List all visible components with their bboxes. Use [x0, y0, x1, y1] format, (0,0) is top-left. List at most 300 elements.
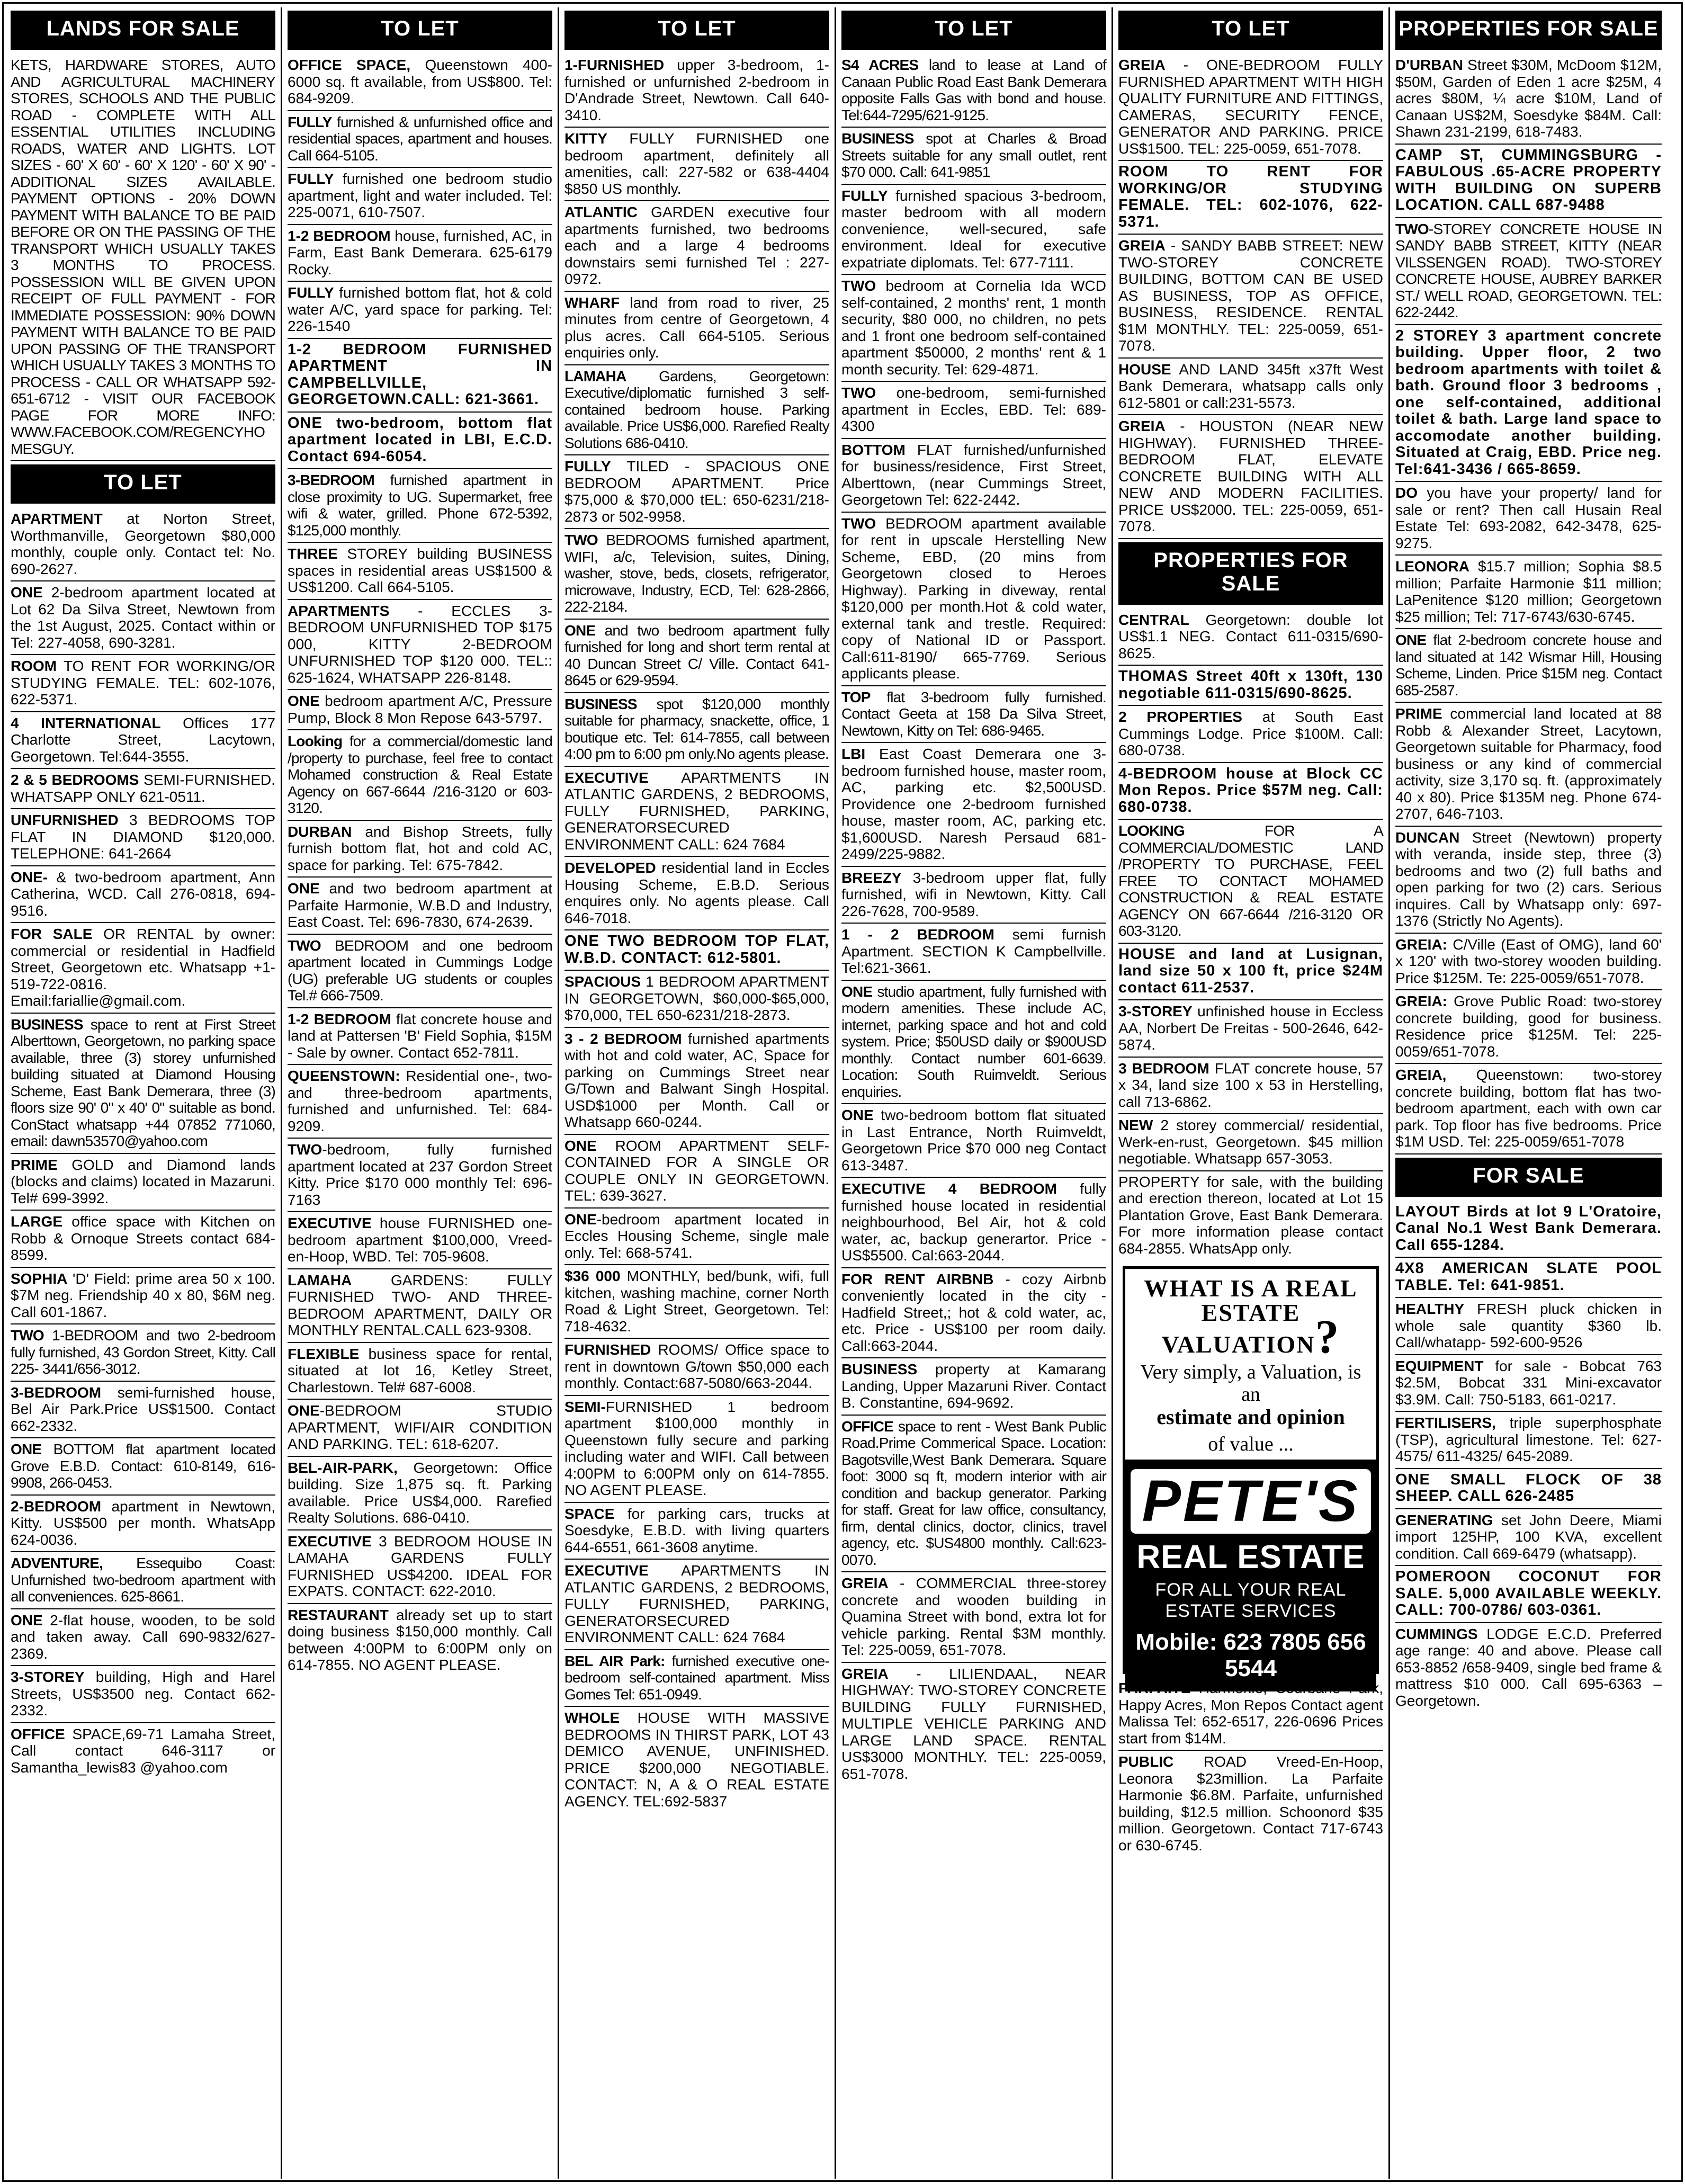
ad-lead: FULLY — [288, 113, 332, 130]
column-3 — [559, 7, 836, 2179]
classified-ad — [11, 54, 275, 461]
ad-lead: TWO — [288, 937, 321, 954]
valuation-answer: Very simply, a Valuation, is an — [1140, 1361, 1361, 1406]
classified-ad — [1118, 1751, 1383, 1857]
ad-body: furnished & unfurnished office and residential spaces, apartment and houses. Call 664-5105. — [288, 113, 552, 164]
ad-body: and two bedroom apartment at Parfaite Harmonie, W.B.D and Industry, East Coast. Tel: 696-7830, 674-2639. — [288, 880, 552, 930]
column-4 — [836, 7, 1113, 2179]
ad-body: LODGE E.C.D. Preferred age range: 40 and above. Please call 653-8852 /658-9409, single bed frame & mattress $10 000. Call 695-6363 – Georgetown. — [1395, 1625, 1662, 1709]
ad-body: furnished spacious 3-bedroom, master bedroom with all modern convenience, well-secured, safe environment. Ideal for executive expatriate diplomats. Tel: 677-7111. — [841, 187, 1106, 271]
ad-body: $15.7 million; Sophia $8.5 million; Parfaite Harmonie $11 million; LaPenitence $120 million; Georgetown $25 million; Tel: 717-6743/630-6745. — [1395, 558, 1662, 625]
classified-ad — [564, 54, 829, 128]
ad-lead: 3-STOREY — [11, 1669, 85, 1685]
ad-lead: ONE — [288, 880, 320, 897]
ad-lead: DO — [1395, 485, 1418, 501]
ad-lead: CUMMINGS — [1395, 1625, 1478, 1642]
ad-body: - ECCLES 3-BEDROOM UNFURNISHED TOP $175 000, KITTY 2-BEDROOM UNFURNISHED TOP $120 000. TEL:: 625-1624, WHATSAPP 226-8148. — [288, 602, 552, 686]
ad-lead: GREIA: — [1395, 993, 1447, 1009]
ad-lead: GREIA — [841, 1575, 889, 1591]
classified-ad — [564, 693, 829, 767]
ad-lead: QUEENSTOWN: — [288, 1068, 400, 1084]
ad-body: furnished apartments with hot and cold water, AC, Space for parking on Cummings Street near G/Town and Balwant Singh Hospital. USD$1000 per Month. Call or Whatsapp 660-0244. — [564, 1030, 830, 1130]
ad-lead: ONE — [11, 1441, 42, 1457]
ad-body: SPACE,69-71 Lamaha Street, Call contact 646-3117 or Samantha_lewis83 @yahoo.com — [11, 1725, 275, 1776]
ad-lead: ONE SMALL FLOCK OF 38 SHEEP. CALL 626-2485 — [1395, 1471, 1662, 1505]
ad-body: commercial land located at 88 Robb & Alexander Street, Lacytown, Georgetown suitable for Pharmacy, food business or any kind of commercial activity, size 3,170 sq. ft. (approximately 40 x 80). Price $135M neg. Phone 674-2707, 646-7103. — [1395, 705, 1662, 822]
classified-ad — [564, 1396, 829, 1503]
classified-ad — [841, 128, 1106, 185]
classified-ad — [1118, 1114, 1383, 1171]
classified-ad — [1395, 482, 1662, 556]
classified-ad — [1118, 161, 1383, 235]
classified-ad — [1395, 1201, 1662, 1258]
classified-ad — [11, 712, 275, 769]
ad-body: Queenstown: two-storey concrete building, bottom flat has two-bedroom apartment, each with own car park. Top floor has five bedrooms. Price $1M USD. Tel: 225-0059/651-7078 — [1395, 1067, 1662, 1150]
ad-lead: PRIME — [11, 1156, 58, 1173]
ad-body: - SANDY BABB STREET: NEW TWO-STOREY CONCRETE BUILDING, BOTTOM CAN BE USED AS BUSINESS, TOP AS OFFICE, BUSINESS, RESIDENCE. RENTAL $1M MONTHLY. TEL: 225-0059, 651-7078. — [1118, 237, 1383, 354]
classified-ad — [841, 1268, 1106, 1359]
ad-body: ROOM APARTMENT SELF-CONTAINED FOR A SINGLE OR COUPLE ONLY IN GEORGETOWN. TEL: 639-3627. — [564, 1137, 829, 1204]
classified-ad — [11, 655, 275, 712]
services-tagline: FOR ALL YOUR REAL ESTATE SERVICES — [1155, 1580, 1347, 1621]
classified-ad — [1118, 1677, 1383, 1751]
ad-lead: TWO — [11, 1327, 44, 1344]
classified-ad — [1118, 944, 1383, 1001]
ad-body: Offices 177 Charlotte Street, Lacytown, Georgetown. Tel:644-3555. — [11, 714, 276, 765]
ad-lead: OFFICE — [841, 1418, 893, 1435]
ad-lead: 3-BEDROOM — [11, 1384, 102, 1401]
ad-body: Street (Newtown) property with veranda, inside step, three (3) bedrooms and two (2) full baths and open parking for two (2) cars. Serious inquires. Call by Whatsapp only: 697-1376 (Strictly No Agents). — [1395, 829, 1662, 929]
ad-body: residential land in Eccles Housing Scheme, E.B.D. Serious enquires only. No agents please. Call 646-7018. — [564, 860, 829, 926]
ad-body: you have your property/ land for sale or rent? Then call Husain Real Estate Tel: 693-2082, 642-3478, 625-9275. — [1395, 485, 1662, 551]
ad-lead: UNFURNISHED — [11, 812, 119, 828]
ad-lead: 4 INTERNATIONAL — [11, 714, 161, 731]
ad-body: fully furnished house located in residential neighbourhood, Bel Air, hot & cold water, ac, backup generartor. Price - US$5500. Cal:663-2044. — [841, 1180, 1106, 1264]
classified-ad — [1118, 666, 1383, 706]
ad-lead: WHARF — [564, 294, 620, 311]
ad-lead: TWO — [841, 278, 876, 294]
classified-ad — [1395, 1258, 1662, 1298]
ad-body: space to rent - West Bank Public Road.Prime Commerical Space. Location: Bagotsville,West Bank Demerara. Square foot: 3000 sq ft, modern interior with air condition and backup generator. Parking for staff. Great for law office, consultancy, firm, dental clinics, doctor, clinics, travel agency, etc. $US4800 monthly. Call:623-0070. — [841, 1418, 1106, 1568]
ad-lead: SPACE — [564, 1505, 615, 1522]
ad-lead: EXECUTIVE — [564, 769, 649, 786]
ad-lead: Looking — [288, 733, 343, 749]
ad-body: - LILIENDAAL, NEAR HIGHWAY: TWO-STOREY CONCRETE BUILDING FULLY FURNISHED, MULTIPLE VEHICLE PARKING AND LARGE LAND SPACE. RENTAL US$3000 MONTHLY. TEL: 225-0059, 651-7078. — [841, 1665, 1106, 1782]
classified-ad — [288, 469, 552, 543]
classified-ad — [841, 185, 1106, 275]
classified-ad — [841, 867, 1106, 924]
ad-body: for parking cars, trucks at Soesdyke, E.B.D. with living quarters 644-6551, 661-3608 anytime. — [564, 1505, 829, 1555]
ad-body: C/Ville (East of OMG), land 60' x 120' with two-storey wooden building. Price $125M. Te: 225-0059/651-7078. — [1395, 936, 1662, 986]
ad-lead: BOTTOM — [841, 441, 906, 458]
ad-body: GARDEN executive four apartments furnished, two bedrooms each and a large 4 bedrooms downstairs semi furnished Tel : 227-0972. — [564, 204, 829, 287]
ad-lead: EXECUTIVE — [564, 1562, 649, 1579]
classified-ad — [564, 1265, 829, 1339]
petes-brand-panel — [1125, 1460, 1376, 1691]
classified-ad — [564, 1209, 829, 1266]
ad-body: 3 BEDROOM HOUSE IN LAMAHA GARDENS FULLY FURNISHED US$4200. IDEAL FOR EXPATS. CONTACT: 622-2010. — [288, 1533, 552, 1599]
classified-ad — [288, 600, 552, 691]
ad-lead: LEONORA — [1395, 558, 1469, 575]
ad-body: furnished executive one-bedroom self-contained apartment. Miss Gomes Tel: 651-0949. — [564, 1652, 829, 1703]
classified-ad — [841, 743, 1106, 867]
ad-lead: OFFICE — [11, 1725, 65, 1742]
ad-lead: 3 - 2 BEDROOM — [564, 1030, 682, 1047]
ad-lead: ONE — [564, 1211, 597, 1228]
classified-ad — [564, 767, 829, 857]
ad-body: 3-bedroom upper flat, fully furnished, wifi in Newtown, Kitty. Call 226-7628, 700-9589. — [841, 869, 1106, 919]
ad-lead: $36 000 — [564, 1268, 621, 1284]
ad-lead: PROPERTY — [1118, 1173, 1200, 1190]
ad-lead: HOUSE and land at Lusignan, land size 50 x 100 ft, price $24M contact 611-2537. — [1118, 945, 1383, 996]
ad-body: Georgetown: double lot US$1.1 NEG. Contact 611-0315/690-8625. — [1118, 611, 1383, 661]
section-header: PROPERTIES FOR SALE — [1118, 542, 1383, 605]
ad-body: APARTMENTS IN ATLANTIC GARDENS, 2 BEDROOMS, FULLY FURNISHED, PARKING, GENERATORSECURED ENVIRONMENT CALL: 624 7684 — [564, 1562, 829, 1645]
classified-ad — [11, 508, 275, 581]
column-2 — [282, 7, 559, 2179]
ad-lead: ONE — [564, 622, 596, 639]
ad-lead: ONE — [564, 1137, 597, 1154]
ad-body: GOLD and Diamond lands (blocks and claims) located in Mazaruni. Tel# 699-3992. — [11, 1156, 275, 1206]
classified-ad — [288, 1530, 552, 1604]
ad-body: 1-BEDROOM and two 2-bedroom fully furnished, 43 Gordon Street, Kitty. Call 225- 3441/656-3012. — [11, 1327, 275, 1377]
ad-body: business space for rental, situated at lot 16, Ketley Street, Charlestown. Tel# 687-6008. — [288, 1345, 552, 1395]
classified-ad — [841, 1358, 1106, 1416]
ad-lead: 2 PROPERTIES — [1118, 709, 1242, 725]
section-header: TO LET — [288, 11, 552, 50]
ad-body: HOUSE WITH MASSIVE BEDROOMS IN THIRST PARK, LOT 43 DEMICO AVENUE, UNFINISHED. PRICE $200,000 NEGOTIABLE. CONTACT: N, A & O REAL ESTATE AGENCY. TEL:692-5837 — [564, 1709, 829, 1810]
ad-lead: SEMI- — [564, 1398, 606, 1415]
ad-body: Queenstown 400-6000 sq. ft available, from US$800. Tel: 684-9209. — [288, 57, 552, 106]
ad-lead: GREIA — [841, 1665, 889, 1682]
ad-lead: PRIME — [1395, 705, 1442, 722]
ad-lead: 2 STOREY 3 apartment concrete building. Upper floor, 2 two bedroom apartments with toilet & bath. Ground floor 3 bedrooms , one self-contained, additional toilet & bath. Large land space to accomodate another building. Situated at Craig, EBD. Price neg. Tel:641-3436 / 665-8659. — [1395, 327, 1662, 478]
ad-body: BEDROOM and one bedroom apartment located in Cummings Lodge (UG) preferable UG students or couples Tel.# 666-7509. — [288, 937, 552, 1004]
ad-lead: 1 - 2 BEDROOM — [841, 926, 994, 943]
classified-ad — [841, 686, 1106, 744]
columns-container — [5, 7, 1680, 2179]
classified-ad — [1118, 1171, 1383, 1261]
ad-lead: ONE — [1395, 632, 1427, 648]
classified-ad — [1118, 54, 1383, 161]
ad-body: office space with Kitchen on Robb & Ornoque Streets contact 684-8599. — [11, 1213, 275, 1263]
valuation-answer-tail: of value ... — [1208, 1433, 1294, 1455]
section-header: FOR SALE — [1395, 1158, 1662, 1197]
ad-lead: EXECUTIVE — [288, 1533, 372, 1550]
classified-ad — [1395, 218, 1662, 325]
ad-body: AND LAND 345ft x37ft West Bank Demerara, whatsapp calls only 612-5801 or call:231-5573. — [1118, 361, 1383, 411]
ad-lead: TWO — [1395, 220, 1429, 237]
ad-lead: LAYOUT Birds at lot 9 L'Oratoire, Canal No.1 West Bank Demerara. Call 655-1284. — [1395, 1203, 1662, 1254]
classified-ad — [11, 581, 275, 655]
ad-lead: 3-BEDROOM — [288, 472, 374, 488]
ad-body: FOR A COMMERCIAL/DOMESTIC LAND /PROPERTY TO PURCHASE, FEEL FREE TO CONTACT MOHAMED CONSTRUCTION & REAL ESTATE AGENCY ON 667-6644 /216-3120 OR 603-3120. — [1118, 822, 1383, 939]
ad-lead: DURBAN — [288, 823, 352, 840]
ad-lead: ROOM — [11, 658, 57, 674]
ad-lead: GENERATING — [1395, 1511, 1493, 1528]
classified-ad — [11, 1496, 275, 1553]
ad-lead: ONE — [11, 1612, 43, 1628]
classified-ad — [288, 1343, 552, 1400]
ad-body: for a commercial/domestic land /property to purchase, feel free to contact Mohamed construction & Real Estate Agency on 667-6644 /216-3120 or 603-3120. — [288, 733, 552, 816]
ad-body: OR RENTAL by owner: commercial or residential in Hadfield Street, Georgetown etc. Whatsapp +1-519-722-0816. Email:fariallie@gmail.com. — [11, 926, 275, 1009]
ad-body: one-bedroom, semi-furnished apartment in Eccles, EBD. Tel: 689-4300 — [841, 384, 1106, 434]
classified-ad — [1395, 1469, 1662, 1509]
classified-ad — [1118, 415, 1383, 539]
classified-ad — [11, 1382, 275, 1439]
ad-body: - COMMERCIAL three-storey concrete and wooden building in Quamina Street with bond, extra lot for vehicle parking. Rental $3M monthly. Tel: 225-0059, 651-7078. — [841, 1575, 1106, 1658]
classified-ad — [11, 1552, 275, 1609]
ad-lead: TOP — [841, 688, 871, 705]
ad-body: bedroom apartment A/C, Pressure Pump, Block 8 Mon Repose 643-5797. — [288, 693, 552, 726]
classified-ad — [564, 620, 829, 693]
ad-body: East Coast Demerara one 3-bedroom furnished house, master room, AC, parking etc. $2,500USD. Providence one 2-bedroom furnished house, master room, AC, parking etc. $1,600USD. Naresh Persaud 681-2499/225-9882. — [841, 746, 1106, 862]
ad-body: TO RENT FOR WORKING/OR STUDYING FEMALE. TEL: 602-1076, 622-5371. — [11, 658, 275, 708]
ad-body: bedroom at Cornelia Ida WCD self-contained, 2 months' rent, 1 month security, $80 000, no children, no pets and 1 front one bedroom self-contained apartment $50000, 2 months' rent & 1 month security. Tel: 629-4871. — [841, 278, 1106, 378]
ad-lead: BUSINESS — [841, 130, 914, 147]
classified-ad — [288, 54, 552, 111]
classified-ad — [841, 1416, 1106, 1573]
ad-body: Gardens, Georgetown: Executive/diplomatic furnished 3 self-contained bedroom house. Parking available. Price US$6,000. Rarefied Realty Solutions 686-0410. — [564, 368, 829, 451]
ad-body: already set up to start doing business $150,000 monthly. Call between 4:00PM to 6:00PM only on 614-7855. NO AGENT PLEASE. — [288, 1606, 552, 1673]
ad-body: Street $30M, McDoom $12M, $50M, Garden of Eden 1 acre $25M, 4 acres $80M, ¼ acre $10M, Land of Canaan US$2M, Soesdyke $84M. Call: Shawn 231-2199, 618-7483. — [1395, 57, 1662, 140]
ad-lead: ONE TWO BEDROOM TOP FLAT, W.B.D. CONTACT: 612-5801. — [564, 933, 829, 966]
ad-lead: 3 BEDROOM — [1118, 1060, 1209, 1077]
classified-ad — [1395, 629, 1662, 703]
ad-lead: THOMAS Street 40ft x 130ft, 130 negotiable 611-0315/690-8625. — [1118, 668, 1383, 702]
ad-lead: GREIA — [1118, 237, 1166, 254]
classified-ad — [1395, 556, 1662, 629]
ad-lead: 4X8 AMERICAN SLATE POOL TABLE. Tel: 641-9851. — [1395, 1260, 1662, 1294]
valuation-answer-bold: estimate and opinion — [1157, 1405, 1345, 1429]
ad-body: two-bedroom bottom flat situated in Last Entrance, North Ruimveldt, Georgetown Price $70 000 neg Contact 613-3487. — [841, 1107, 1106, 1174]
ad-lead: LBI — [841, 746, 866, 762]
petes-real-estate-advert — [1123, 1266, 1379, 1681]
ad-body: for sale - Bobcat 763 $2.5M, Bobcat 331 Mini-excavator $3.9M. Call: 750-5183, 661-0217. — [1395, 1357, 1662, 1408]
classified-ad — [1395, 1412, 1662, 1469]
ad-body: flat 3-bedroom fully furnished. Contact Geeta at 158 Da Silva Street, Newtown, Kitty on Tel: 686-9465. — [841, 688, 1106, 739]
classified-ad — [288, 1269, 552, 1343]
ad-body: STOREY building BUSINESS spaces in residential areas US$1500 & US$1200. Call 664-5105. — [288, 545, 552, 595]
classified-ad — [1118, 1000, 1383, 1058]
ad-lead: 1-FURNISHED — [564, 57, 665, 73]
ad-body: furnished apartment in close proximity to UG. Supermarket, free wifi & water, grilled. Phone 672-5392, $125,000 monthly. — [288, 472, 552, 539]
classified-ad — [288, 690, 552, 730]
valuation-question-panel — [1125, 1269, 1376, 1460]
ad-lead: 3-STOREY — [1118, 1003, 1193, 1019]
classified-ad — [564, 455, 829, 529]
classified-ad — [288, 1400, 552, 1457]
ad-body: furnished bottom flat, hot & cold water A/C, yard space for parking. Tel: 226-1540 — [288, 284, 552, 334]
ad-lead: GREIA — [1118, 57, 1166, 73]
ad-lead: APARTMENT — [11, 511, 103, 527]
classified-ad — [1395, 54, 1662, 145]
ad-lead: NEW — [1118, 1117, 1153, 1133]
ad-lead: 1-2 BEDROOM — [288, 227, 391, 244]
ad-lead: BREEZY — [841, 869, 902, 886]
ad-body: FLAT furnished/unfurnished for business/residence, First Street, Alberttown, (near Cummings Street, Georgetown Tel: 622-2442. — [841, 441, 1106, 508]
classified-ad — [841, 439, 1106, 513]
ad-lead: BUSINESS — [841, 1361, 918, 1377]
classified-ad — [1395, 1623, 1662, 1713]
classified-ad — [11, 1268, 275, 1325]
ad-lead: LARGE — [11, 1213, 62, 1230]
classified-ad — [1395, 990, 1662, 1064]
ad-lead: WHOLE — [564, 1709, 620, 1726]
ad-lead: D'URBAN — [1395, 57, 1463, 73]
ad-lead: PARFAITE — [1118, 1680, 1191, 1696]
ad-body: property at Kamarang Landing, Upper Mazaruni River. Contact B. Constantine, 694-9692. — [841, 1361, 1106, 1411]
classified-ad — [564, 201, 829, 292]
ad-body: spot $120,000 monthly suitable for pharmacy, snackette, office, 1 boutique etc. Tel: 614-7855, call between 4:00 pm to 6:00 pm only.No agents please. — [564, 695, 829, 762]
classified-ad — [1118, 235, 1383, 359]
ad-lead: FULLY — [841, 187, 888, 204]
ad-body: apartment in Newtown, Kitty. US$500 per month. WhatsApp 624-0036. — [11, 1498, 275, 1548]
classified-ad — [564, 1135, 829, 1209]
ad-body: triple superphosphate (TSP), agricultural limestone. Tel: 627-4575/ 611-4325/ 645-2089. — [1395, 1415, 1662, 1464]
classified-ad — [1395, 1064, 1662, 1154]
classified-ad — [11, 769, 275, 809]
classified-ad — [1118, 609, 1383, 666]
classified-ad — [288, 1139, 552, 1212]
ad-body: - HOUSTON (NEAR NEW HIGHWAY). FURNISHED THREE-BEDROOM FLAT, ELEVATE CONCRETE BUILDING WITH ALL NEW AND MODERN FACILITIES. PRICE US$2000. TEL: 225-0059, 651-7078. — [1118, 418, 1383, 534]
classified-ad — [288, 935, 552, 1008]
ad-lead: FOR SALE — [11, 926, 93, 942]
classified-ad — [11, 923, 275, 1014]
ad-body: studio apartment, fully furnished with modern amenities. These include AC, internet, parking space and hot and cold system. Price; $50USD daily or $900USD monthly. Contact number 601-6639. Location: South Ruimveldt. Serious enquiries. — [841, 983, 1106, 1100]
classified-ad — [564, 971, 829, 1028]
classified-ad — [841, 1663, 1106, 1786]
column-6 — [1390, 7, 1667, 2179]
classified-ad — [841, 924, 1106, 981]
ad-body: GARDENS: FULLY FURNISHED TWO- AND THREE-BEDROOM APARTMENT, DAILY OR MONTHLY RENTAL.CALL 623-9308. — [288, 1272, 552, 1338]
ad-lead: POMEROON COCONUT FOR SALE. 5,000 AVAILABLE WEEKLY. CALL: 700-0786/ 603-0361. — [1395, 1568, 1662, 1618]
ad-lead: APARTMENTS — [288, 602, 390, 619]
column-1 — [5, 7, 282, 2179]
ad-lead: EQUIPMENT — [1395, 1357, 1484, 1374]
ad-body: building, High and Harel Streets, US$3500 neg. Contact 662-2332. — [11, 1669, 275, 1718]
ad-lead: TWO — [841, 515, 876, 532]
ad-body: BEDROOM apartment available for rent in upscale Herstelling New Scheme, EBD, (20 mins from Georgetown closed to Heroes Highway). Parking in diveway, rental $120,000 per month.Hot & cold water, external tank and trestle. Required: copy of National ID or Passport. Call:611-8190/ 665-7769. Serious applicants please. — [841, 515, 1106, 682]
ad-lead: GREIA: — [1395, 936, 1447, 953]
ad-lead: CAMP ST, CUMMINGSBURG - FABULOUS .65-ACRE PROPERTY WITH BUILDING ON SUPERB LOCATION. CALL 687-9488 — [1395, 146, 1662, 213]
section-header: TO LET — [1118, 11, 1383, 50]
ad-body: FULLY FURNISHED one bedroom apartment, definitely all amenities, call: 227-582 or 638-4404 $850 US monthly. — [564, 130, 829, 197]
ad-lead: GREIA, — [1395, 1067, 1447, 1083]
ad-lead: 2 & 5 BEDROOMS — [11, 772, 139, 788]
classified-ad — [11, 1324, 275, 1382]
classified-ad — [564, 529, 829, 620]
ad-body: ROOMS/ Office space to rent in downtown G/town $50,000 each monthly. Contact:687-5080/663-2044. — [564, 1341, 829, 1391]
classified-ad — [11, 1666, 275, 1723]
ad-lead: 4-BEDROOM house at Block CC Mon Repos. Price $57M neg. Call: 680-0738. — [1118, 765, 1383, 816]
question-mark-icon: ? — [1315, 1311, 1340, 1363]
ad-body: and two bedroom apartment fully furnished for long and short term rental at 40 Duncan Street C/ Ville. Contact 641-8645 or 629-9594. — [564, 622, 829, 688]
ad-body: space to rent at First Street Alberttown, Georgetown, no parking space available, three (3) storey unfurnished building situated at Diamond Housing Scheme, East Bank Demerara, three (3) floors size 90' 0" x 40' 0" suitable as bond. ConStact whatsapp +44 07852 771060, email: dawn53570@yahoo.com — [11, 1016, 275, 1149]
ad-lead: DEVELOPED — [564, 860, 656, 876]
classified-ad — [288, 821, 552, 878]
classified-ad — [11, 809, 275, 866]
classified-ad — [841, 382, 1106, 439]
ad-lead: SPACIOUS — [564, 973, 641, 990]
ad-lead: ROOM TO RENT FOR WORKING/OR STUDYING FEMALE. TEL: 602-1076, 622-5371. — [1118, 163, 1383, 230]
ad-body: - cozy Airbnb conveniently located in the city - Hadfield Street,; hot & cold water, ac, etc. Price - US$100 per room daily. Call:663-2044. — [841, 1270, 1106, 1354]
classified-ad — [1118, 359, 1383, 416]
ad-body: at Norton Street, Worthmanville, Georgetown $80,000 monthly, couple only. Contact tel: No. 690-2627. — [11, 511, 275, 577]
ad-lead: S4 ACRES — [841, 57, 919, 73]
ad-body: FRESH pluck chicken in whole sale quantity $360 lb. Call/whatapp- 592-600-9526 — [1395, 1301, 1662, 1350]
ad-lead: 1-2 BEDROOM — [288, 1010, 391, 1027]
ad-body: ROAD Vreed-En-Hoop, Leonora $23million. La Parfaite Harmonie $6.8M. Parfaite, unfurnished building, $12.5 million. Schoonord $35 million. Georgetown. Contact 717-6743 or 630-6745. — [1118, 1753, 1383, 1854]
ad-body: land to lease at Land of Canaan Public Road East Bank Demerara opposite Falls Gas with bond and house. Tel:644-7295/621-9125. — [841, 57, 1106, 123]
ad-lead: FURNISHED — [564, 1341, 651, 1358]
classified-ad — [564, 292, 829, 365]
classified-ad — [288, 111, 552, 168]
ad-lead: 2-BEDROOM — [11, 1498, 102, 1515]
ad-lead: ONE two-bedroom, bottom flat apartment located in LBI, E.C.D. Contact 694-6054. — [288, 414, 552, 465]
ad-lead: ONE — [841, 983, 873, 1000]
ad-body: 1 BEDROOM APARTMENT IN GEORGETOWN, $60,000-$65,000, $70,000, TEL 650-6231/218-2873. — [564, 973, 829, 1023]
classified-ad — [841, 981, 1106, 1105]
ad-lead: FULLY — [288, 171, 334, 187]
classified-ad — [11, 1154, 275, 1211]
ad-body: Essequibo Coast: Unfurnished two-bedroom apartment with all conveniences. 625-8661. — [11, 1555, 275, 1605]
ad-body: at South East Cummings Lodge. Price $100M. Call: 680-0738. — [1118, 709, 1383, 758]
classified-ad — [288, 225, 552, 282]
ad-lead: BUSINESS — [11, 1016, 83, 1033]
ad-body: MONTHLY, bed/bunk, wifi, full kitchen, washing machine, corner North Road & Light Street, Georgetown. Tel: 718-4632. — [564, 1268, 829, 1335]
ad-body: semi furnish Apartment. SECTION K Campbellville. Tel:621-3661. — [841, 926, 1106, 976]
classified-ad — [288, 1008, 552, 1066]
ad-lead: OFFICE SPACE, — [288, 57, 411, 73]
classified-ad — [841, 1104, 1106, 1178]
classified-ad — [841, 1178, 1106, 1268]
ad-lead: FLEXIBLE — [288, 1345, 360, 1362]
ad-lead: HOUSE — [1118, 361, 1171, 378]
ad-body: 2-bedroom apartment located at Lot 62 Da Silva Street, Newtown from the 1st August, 2025. Contact within or Tel: 227-4058, 690-3281. — [11, 584, 275, 651]
ad-lead: TWO — [841, 384, 876, 401]
classified-ad — [1395, 145, 1662, 218]
classified-ad — [11, 866, 275, 924]
ad-body: - ONE-BEDROOM FULLY FURNISHED APARTMENT WITH HIGH QUALITY FURNITURE AND FITTINGS, CAMERAS, SECURITY FENCE, GENERATOR AND PARKING. PRICE US$1500. TEL: 225-0059, 651-7078. — [1118, 57, 1383, 157]
ad-body: TILED - SPACIOUS ONE BEDROOM APARTMENT. Price $75,000 & $70,000 tEL: 650-6231/218-2873 or 502-9958. — [564, 458, 829, 525]
ad-body: unfinished house in Eccless AA, Norbert De Freitas - 500-2646, 642-5874. — [1118, 1003, 1383, 1053]
classified-ad — [1395, 1355, 1662, 1412]
ad-body: furnished one bedroom studio apartment, light and water included. Tel: 225-0071, 610-7507. — [288, 171, 552, 220]
ad-body: 2-flat house, wooden, to be sold and taken away. Call 690-9832/627-2369. — [11, 1612, 275, 1662]
ad-lead: CENTRAL — [1118, 611, 1189, 628]
classified-ad — [288, 1457, 552, 1530]
ad-lead: HEALTHY — [1395, 1301, 1465, 1317]
ad-lead: FULLY — [288, 284, 334, 301]
ad-body: BEDROOMS furnished apartment, WIFI, a/c, Television, suites, Dining, washer, stove, beds, closets, refrigerator, microwave, Industry, ECD, Tel: 628-2866, 222-2184. — [564, 532, 829, 615]
ad-body: land from road to river, 25 minutes from centre of Georgetown, 4 plus acres. Call 664-5105. Serious enquiries only. — [564, 294, 829, 361]
brand-name: REAL ESTATE — [1136, 1539, 1365, 1576]
classified-ad — [288, 1065, 552, 1139]
column-5 — [1113, 7, 1390, 2179]
classified-ad — [288, 730, 552, 821]
ad-body: spot at Charles & Broad Streets suitable for any small outlet, rent $70 000. Call: 641-9851 — [841, 130, 1106, 180]
ad-body: house, furnished, AC, in Farm, East Bank Demerara. 625-6179 Rocky. — [288, 227, 552, 278]
classified-ad — [1395, 325, 1662, 482]
ad-lead: ADVENTURE, — [11, 1555, 103, 1571]
ad-lead: LOOKING — [1118, 822, 1185, 839]
classified-ad — [11, 1211, 275, 1268]
classified-ad — [564, 1339, 829, 1396]
ad-lead: EXECUTIVE 4 BEDROOM — [841, 1180, 1057, 1197]
classified-ad — [1395, 1566, 1662, 1623]
ad-body: Georgetown: Office building. Size 1,875 sq. ft. Parking available. Price US$4,000. Rarefied Realty Solutions. 686-0410. — [288, 1459, 552, 1526]
